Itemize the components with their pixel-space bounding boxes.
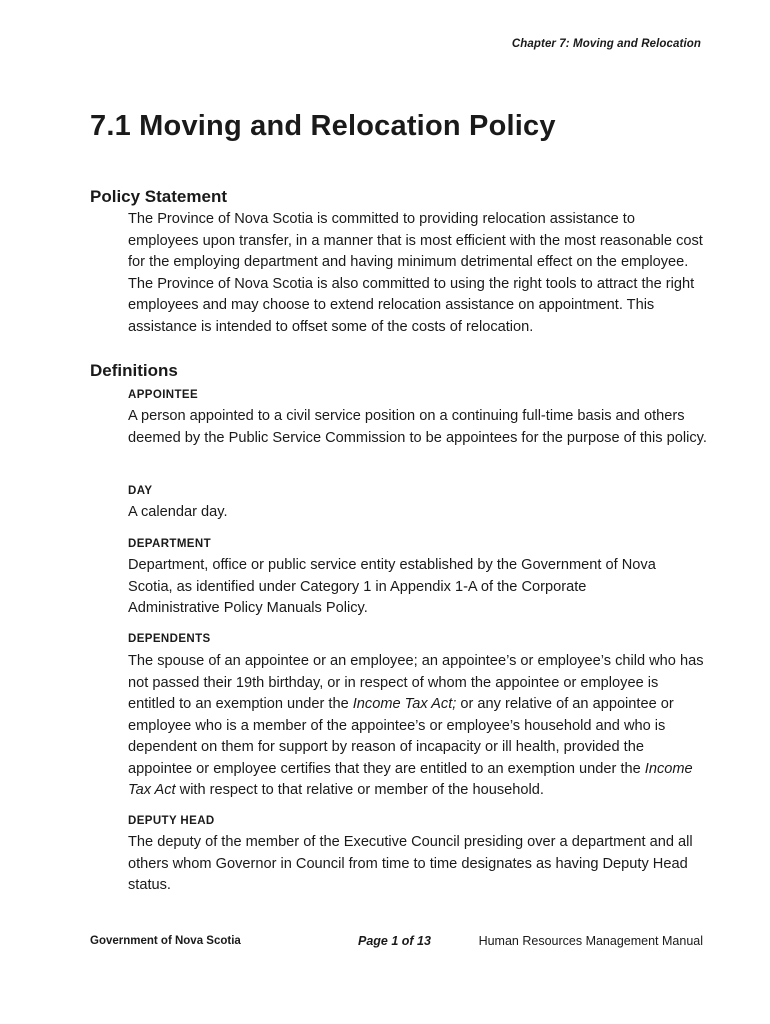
term-appointee: APPOINTEE: [128, 389, 199, 401]
definition-deputy-head: The deputy of the member of the Executive Council presiding over a department and all others whom Governor in Council from time to time designates as having Deputy Head status.: [128, 834, 693, 893]
term-dependents: DEPENDENTS: [128, 633, 211, 645]
definition-appointee: A person appointed to a civil service position on a continuing full-time basis and others deemed by the Public Service Commission to be appointees for the purpose of this policy.: [128, 408, 707, 446]
definition-dependents: [128, 651, 708, 802]
dependents-text-1: The spouse of an appointee or an employee; an appointee’s or employee’s child who has not passed their 19th birthday, or in respect of whom the appointee or employee is entitled to an exemption under the: [128, 653, 704, 712]
policy-statement-heading: Policy Statement: [90, 187, 227, 206]
footer-organization: Government of Nova Scotia: [90, 935, 241, 947]
income-tax-act-reference-2: Income Tax Act: [128, 760, 693, 798]
footer-page-number: Page 1 of 13: [358, 934, 431, 948]
term-day: DAY: [128, 485, 153, 497]
definition-department: Department, office or public service entity established by the Government of Nova Scotia, as identified under Category 1 in Appendix 1-A of the Corporate Administrative Policy Manuals Policy.: [128, 557, 656, 616]
page-title: 7.1 Moving and Relocation Policy: [90, 110, 556, 142]
footer-manual-title: Human Resources Management Manual: [478, 934, 703, 948]
definitions-heading: Definitions: [90, 361, 178, 380]
term-deputy-head: DEPUTY HEAD: [128, 815, 215, 827]
running-header-chapter: Chapter 7: Moving and Relocation: [511, 38, 701, 50]
dependents-text-2: or any relative of an appointee or employee who is a member of the appointee’s or employee’s household and who is dependent on them for support by reason of incapacity or ill health, provided the appointee or employee certifies that they are entitled to an exemption under the: [128, 696, 674, 777]
dependents-text-3: with respect to that relative or member of the household.: [175, 782, 544, 798]
term-department: DEPARTMENT: [128, 538, 212, 550]
definition-day: A calendar day.: [128, 504, 228, 520]
policy-statement-text: The Province of Nova Scotia is committed to providing relocation assistance to employees upon transfer, in a manner that is most efficient with the most reasonable cost for the employing department and having minimum detrimental effect on the employee. The Province of Nova Scotia is also committed to using the right tools to attract the right employees and may choose to extend relocation assistance on appointment. This assistance is intended to offset some of the costs of relocation.: [128, 211, 703, 335]
income-tax-act-reference-1: Income Tax Act;: [352, 696, 457, 712]
